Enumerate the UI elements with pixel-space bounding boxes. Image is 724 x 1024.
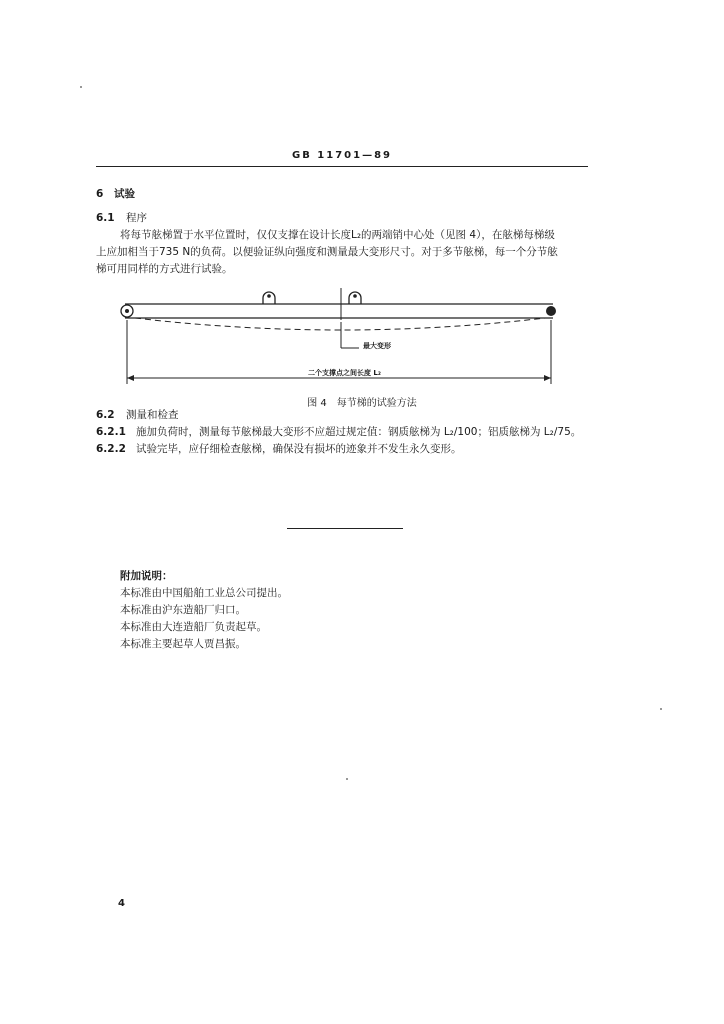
section-6-title: 试验 [114,188,135,200]
appendix-line-1: 本标准由中国船舶工业总公司提出。 [120,587,288,599]
appendix-line-2: 本标准由沪东造船厂归口。 [120,604,246,616]
scan-speck [346,778,348,780]
lifting-eye-left-icon [263,292,275,304]
appendix-line-3: 本标准由大连造船厂负责起草。 [120,621,267,633]
lifting-eye-right-icon [349,292,361,304]
right-end-pin-icon [546,306,556,316]
section-6-1-para-line-2: 上应加相当于735 N的负荷。以便验证纵向强度和测量最大变形尺寸。对于多节舷梯，每一个分节舷 [96,246,558,258]
scan-speck [80,86,82,88]
header-rule [96,166,588,167]
appendix-title: 附加说明： [120,570,173,582]
deflection-curve [135,318,545,330]
appendix-line-4: 本标准主要起草人贾昌振。 [120,638,246,650]
section-6-2-1-text: 施加负荷时，测量每节舷梯最大变形不应超过规定值：钢质舷梯为 L₂/100；铝质舷梯为 L₂/75。 [136,426,582,438]
section-6-number: 6 [96,188,104,200]
section-end-rule [287,528,403,529]
scan-speck [660,708,662,710]
document-header: GB 11701—89 [291,150,393,161]
section-6-2-1-number: 6.2.1 [96,426,126,438]
section-6-1-para-line-1: 将每节舷梯置于水平位置时，仅仅支撑在设计长度L₂的两端销中心处（见图 4），在舷梯每梯级 [120,229,555,241]
page-number: 4 [118,898,125,909]
section-6-2-title: 测量和检查 [126,409,179,421]
section-6-2-2-text: 试验完毕，应仔细检查舷梯，确保没有损坏的迹象并不发生永久变形。 [136,443,462,455]
section-6-2-2-number: 6.2.2 [96,443,126,455]
section-6-1-para-line-3: 梯可用同样的方式进行试验。 [96,263,233,275]
label-max-deformation: 最大变形 [363,342,391,350]
label-span-length: 二个支撑点之间长度 L₂ [308,369,381,377]
section-6-2-number: 6.2 [96,409,115,421]
section-6-1-title: 程序 [126,212,147,224]
section-6-1-number: 6.1 [96,212,115,224]
figure-4-caption: 图 4 每节梯的试验方法 [307,398,417,409]
